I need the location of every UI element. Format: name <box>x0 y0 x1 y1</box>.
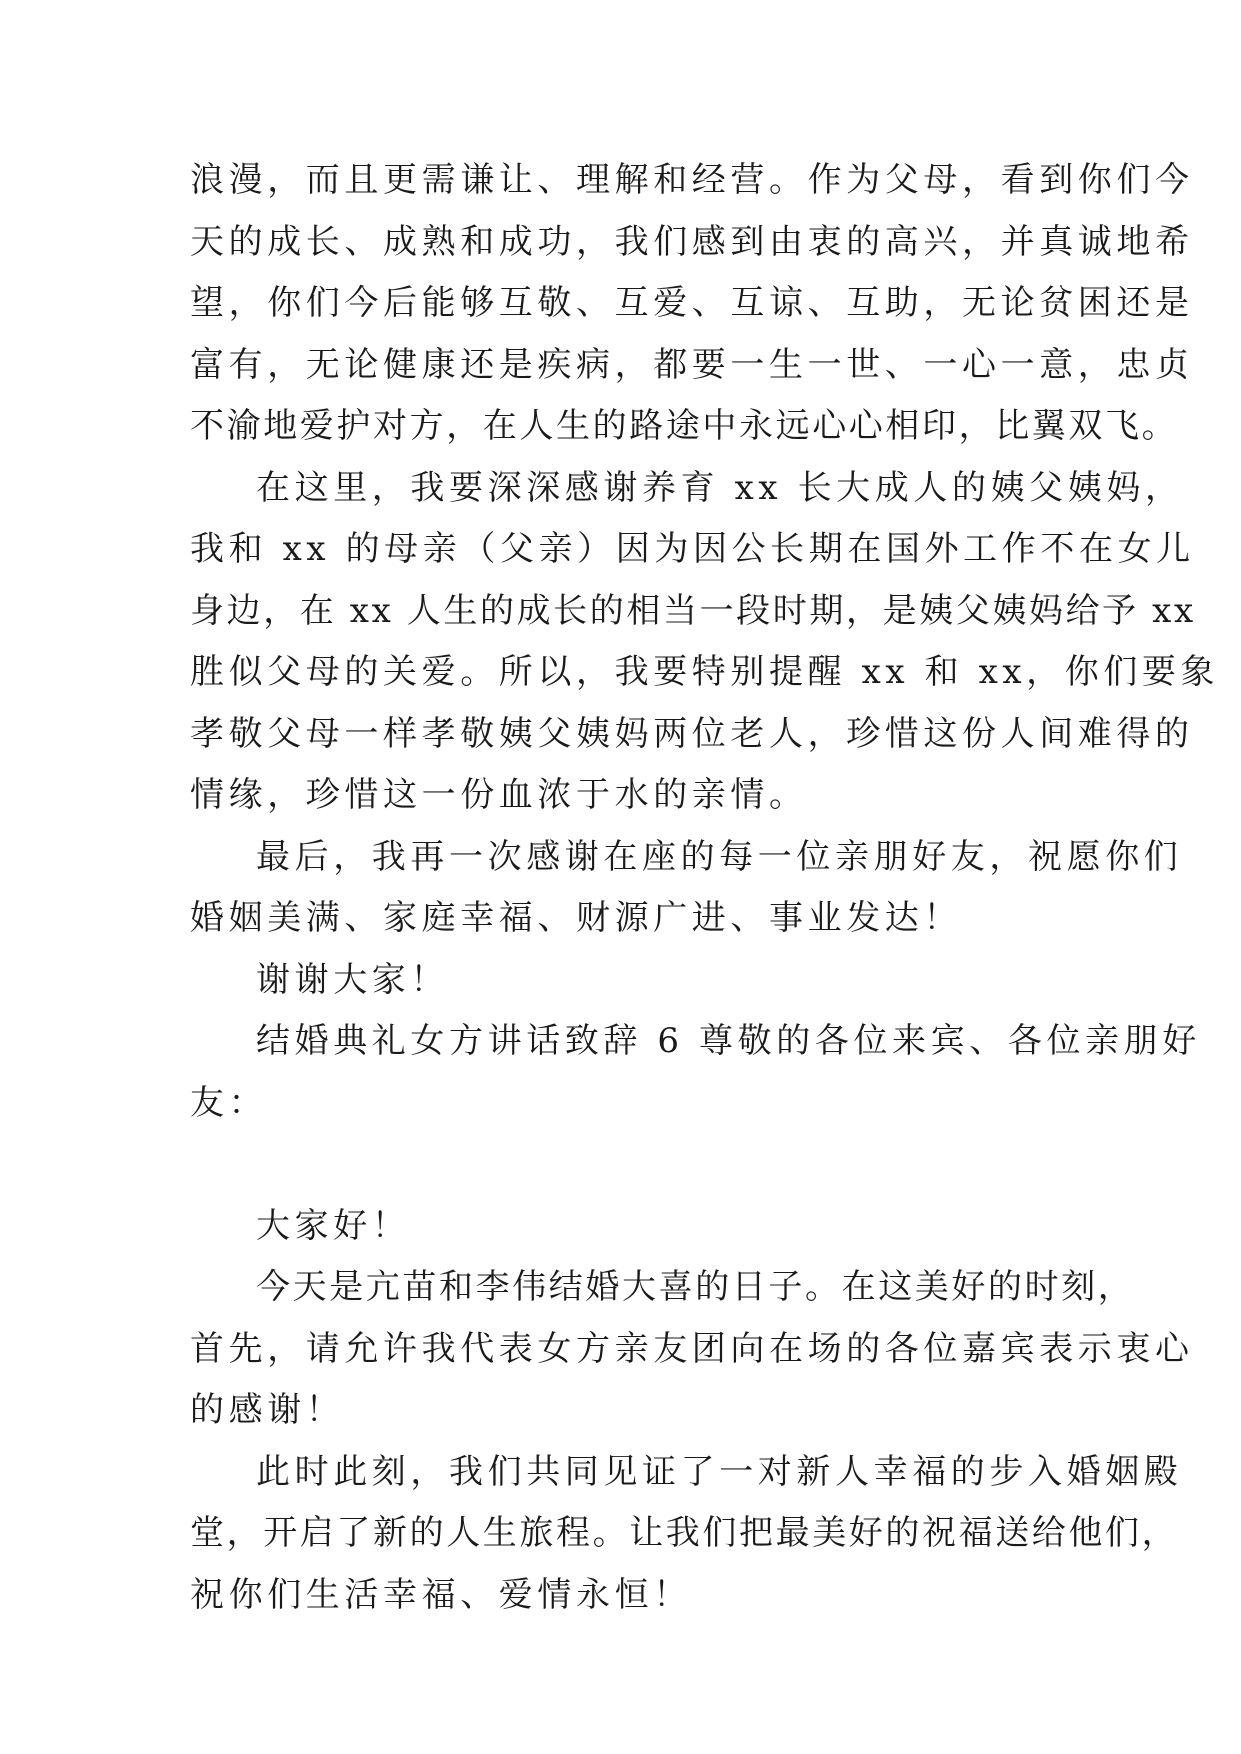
paragraph-start-line: 结婚典礼女方讲话致辞 6 尊敬的各位来宾、各位亲朋好 <box>256 1021 1201 1061</box>
text-line: 浪漫，而且更需谦让、理解和经营。作为父母，看到你们今 <box>190 160 1194 200</box>
text-line: 孝敬父母一样孝敬姨父姨妈两位老人，珍惜这份人间难得的 <box>190 713 1194 754</box>
paragraph-start-line: 此时此刻，我们共同见证了一对新人幸福的步入婚姻殿 <box>256 1451 1183 1492</box>
text-line: 我和 xx 的母亲（父亲）因为因公长期在国外工作不在女儿 <box>190 529 1195 569</box>
paragraph-start-line: 在这里，我要深深感谢养育 xx 长大成人的姨父姨妈， <box>256 467 1184 508</box>
paragraph-start-line: 谢谢大家！ <box>256 959 449 1000</box>
paragraph-start-line: 今天是亢苗和李伟结婚大喜的日子。在这美好的时刻， <box>256 1267 1135 1307</box>
text-line: 祝你们生活幸福、爱情永恒！ <box>190 1574 692 1615</box>
blank-line <box>190 1134 1052 1196</box>
text-line: 天的成长、成熟和成功，我们感到由衷的高兴，并真诚地希 <box>190 221 1194 262</box>
speech-body <box>190 150 1220 1626</box>
text-line: 富有，无论健康还是疾病，都要一生一世、一心一意，忠贞 <box>190 344 1194 385</box>
text-line: 的感谢！ <box>190 1390 345 1430</box>
text-line: 不渝地爱护对方，在人生的路途中永远心心相印，比翼双飞。 <box>190 406 1179 446</box>
text-line: 胜似父母的关爱。所以，我要特别提醒 xx 和 xx，你们要象 <box>190 652 1220 692</box>
text-line: 首先，请允许我代表女方亲友团向在场的各位嘉宾表示衷心 <box>190 1328 1194 1369</box>
paragraph-start-line: 大家好！ <box>256 1205 411 1246</box>
text-line: 友： <box>190 1082 268 1123</box>
text-line: 望，你们今后能够互敬、互爱、互谅、互助，无论贫困还是 <box>190 283 1194 323</box>
paragraph-start-line: 最后，我再一次感谢在座的每一位亲朋好友，祝愿你们 <box>256 836 1183 877</box>
text-line: 身边，在 xx 人生的成长的相当一段时期，是姨父姨妈给予 xx <box>190 590 1196 631</box>
text-line: 婚姻美满、家庭幸福、财源广进、事业发达！ <box>190 898 962 938</box>
text-line: 情缘，珍惜这一份血浓于水的亲情。 <box>190 775 808 815</box>
text-line: 堂，开启了新的人生旅程。让我们把最美好的祝福送给他们， <box>190 1513 1179 1553</box>
